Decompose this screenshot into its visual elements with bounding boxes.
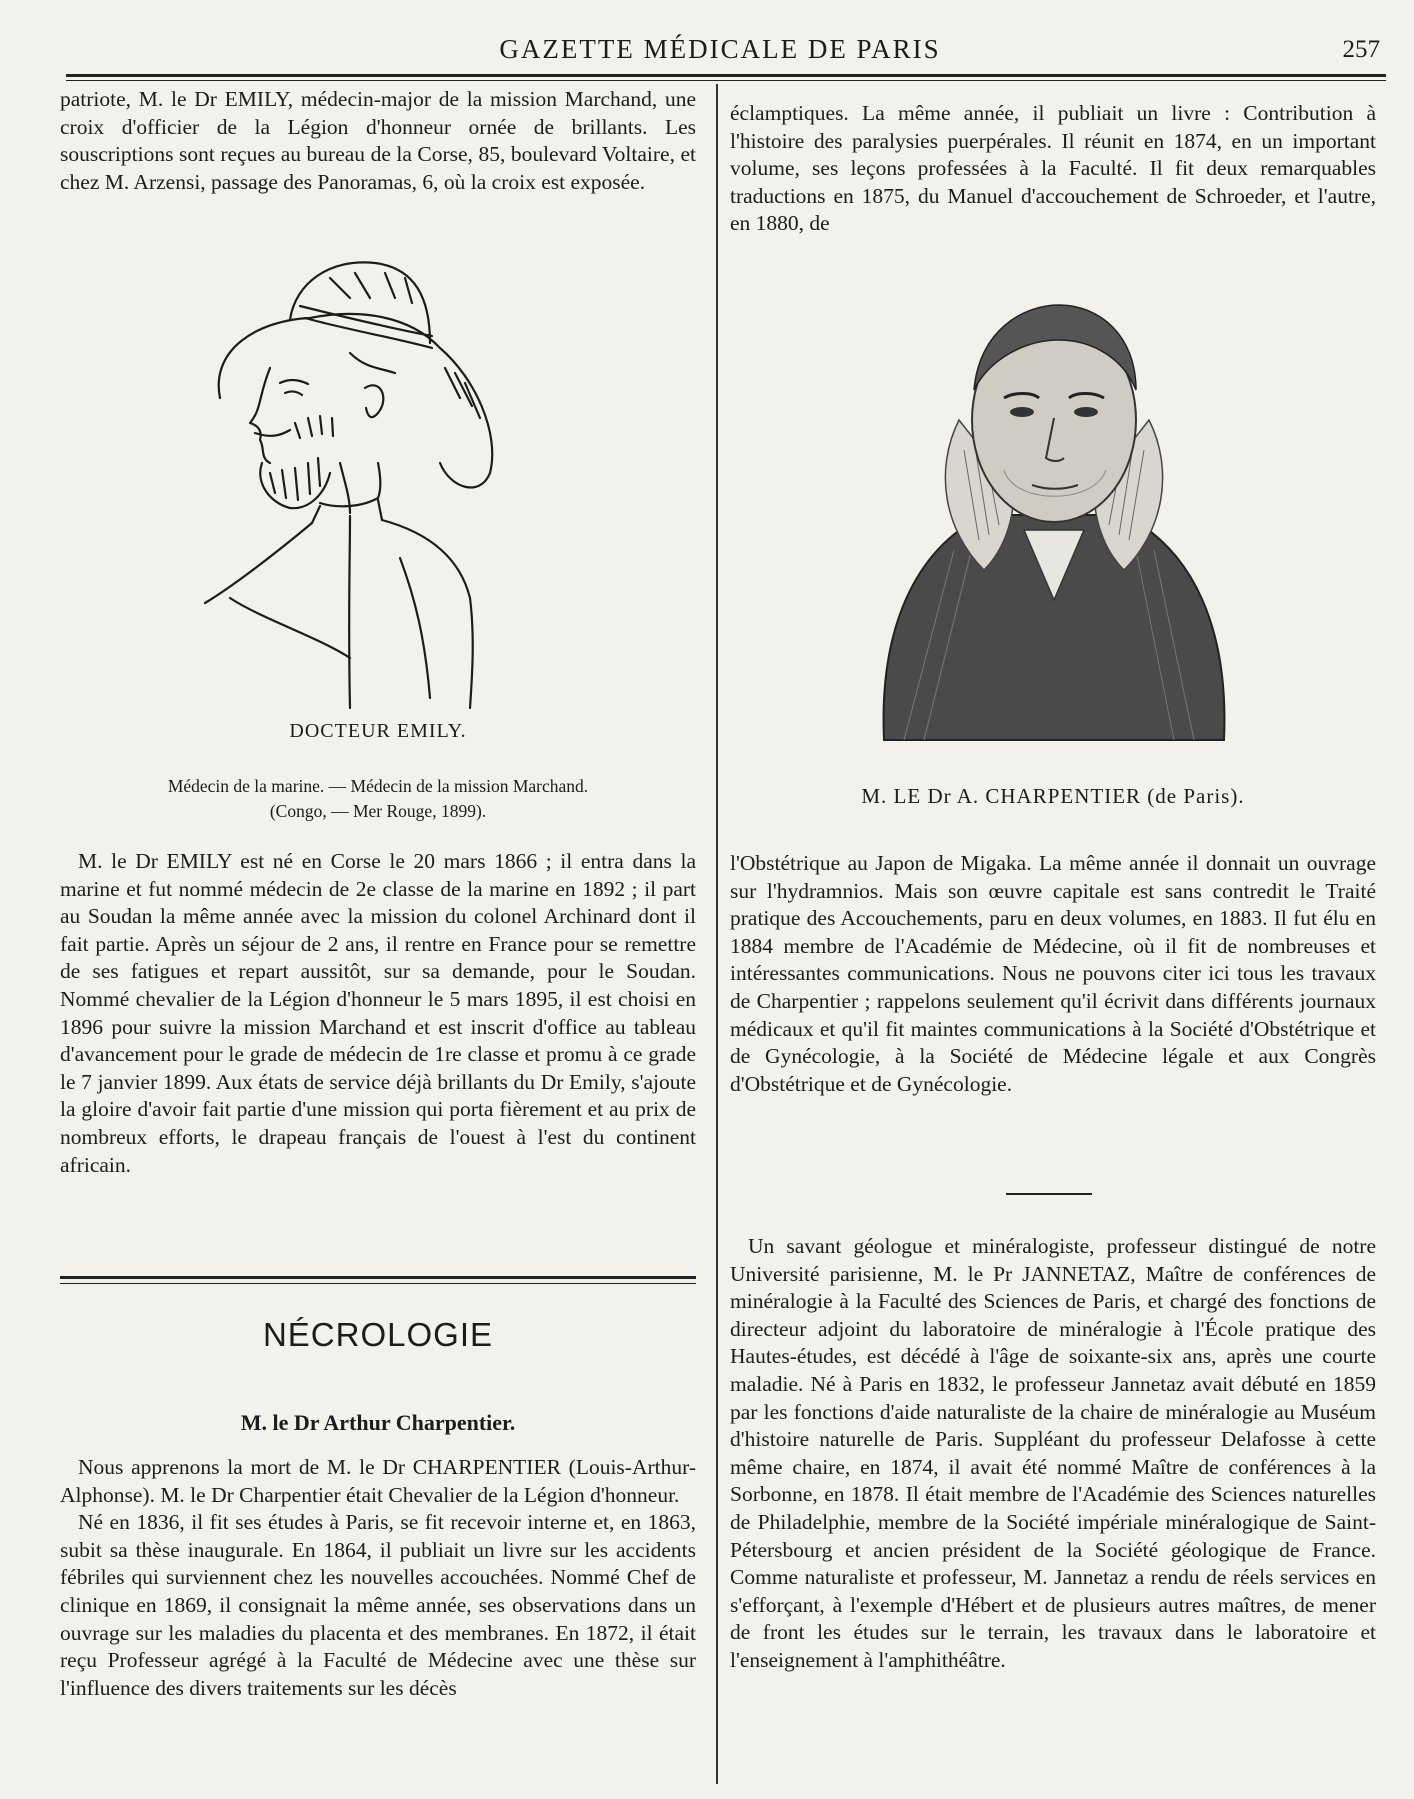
col1-top-text (60, 86, 696, 196)
paragraph: Un savant géologue et minéralogiste, professeur distingué de notre Université parisienne, M. le Pr JANNETAZ, Maître de conférences de minéralogie à la Faculté des Sciences de Paris, et chargé des fonctions de directeur adjoint du laboratoire de minéralogie à l'École pratique des Hautes-études, est décédé à l'âge de soixante-six ans, après une courte maladie. Né à Paris en 1832, le professeur Jannetaz avait débuté en 1859 par les fonctions d'aide naturaliste de la chaire de minéralogie au Muséum d'histoire naturelle de Paris. Suppléant du professeur Delafosse à cette même chaire, en 1874, il avait été nommé Maître de conférences à la Sorbonne, en 1878. Il était membre de l'Académie des Sciences naturelles de Philadelphie, membre de la Société impériale minéralogique de Saint-Pétersbourg et ancien président de la Société géologique de France. Comme naturaliste et professeur, M. Jannetaz a rendu de réels services en s'efforçant, à l'exemple d'Hébert et de plusieurs autres maîtres, de mener de front les études sur le terrain, les travaux dans le laboratoire et l'enseignement à l'amphithéâtre. (730, 1234, 1376, 1672)
paragraph: éclamptiques. La même année, il publiait un livre : Contribution à l'histoire des paralysies puerpérales. Il réunit en 1874, en un important volume, ses leçons professées à la Faculté. Il fit deux remarquables traductions en 1875, du Manuel d'accouchement de Schroeder, et l'autre, en 1880, de (730, 101, 1376, 236)
col2-top-text (730, 100, 1376, 238)
paragraph: Nous apprenons la mort de M. le Dr CHARPENTIER (Louis-Arthur-Alphonse). M. le Dr Charpentier était Chevalier de la Légion d'honneur. (60, 1455, 696, 1507)
col2-middle-text (730, 850, 1376, 1098)
col2-bottom-text (730, 1233, 1376, 1675)
paragraph: patriote, M. le Dr EMILY, médecin-major de la mission Marchand, une croix d'officier de la Légion d'honneur ornée de brillants. Les souscriptions sont reçues au bureau de la Corse, 85, boulevard Voltaire, et chez M. Arzensi, passage des Panoramas, 6, où la croix est exposée. (60, 87, 696, 194)
figure-subcaption-line: Médecin de la marine. — Médecin de la mission Marchand. (167, 776, 589, 796)
col1-middle-text (60, 848, 696, 1179)
figure-caption: M. LE Dr A. CHARPENTIER (de Paris). (861, 784, 1245, 808)
col1-bottom-text (60, 1454, 696, 1702)
article-subheading: M. le Dr Arthur Charpentier. (240, 1410, 516, 1435)
section-heading: NÉCROLOGIE (262, 1316, 494, 1353)
header-rule (66, 74, 1386, 77)
paragraph: M. le Dr EMILY est né en Corse le 20 mars 1866 ; il entra dans la marine et fut nommé médecin de 2e classe de la marine en 1892 ; il part au Soudan la même année avec la mission du colonel Archinard dont il fait partie. Après un séjour de 2 ans, il rentre en France pour se remettre de ses fatigues et repart aussitôt, sur sa demande, pour le Soudan. Nommé chevalier de la Légion d'honneur le 5 mars 1895, il est choisi en 1896 pour suivre la mission Marchand et est inscrit d'office au tableau d'avancement pour le grade de médecin de 1re classe et promu à ce grade le 7 janvier 1899. Aux états de service déjà brillants du Dr Emily, s'ajoute la gloire d'avoir fait partie d'une mission qui porta fièrement et au prix de nombreux efforts, le drapeau français de l'ouest à l'est du continent africain. (60, 849, 696, 1177)
paragraph: l'Obstétrique au Japon de Migaka. La même année il donnait un ouvrage sur l'hydramnios. Mais son œuvre capitale est sans contredit le Traité pratique des Accouchements, paru en deux volumes, en 1883. Il fut élu en 1884 membre de l'Académie de Médecine, où il fit de nombreuses et intéressantes communications. Nous ne pouvons citer ici tous les travaux de Charpentier ; rappelons seulement qu'il écrivit dans différents journaux médicaux et qu'il fit maintes communications à la Société d'Obstétrique et de Gynécologie, à la Société de Médecine légale et aux Congrès d'Obstétrique et de Gynécologie. (730, 851, 1376, 1096)
figure-subcaption (60, 774, 696, 824)
figure-caption: DOCTEUR EMILY. (289, 720, 467, 742)
page-number: 257 (1342, 36, 1380, 63)
figure-subcaption-line: (Congo, — Mer Rouge, 1899). (269, 801, 487, 821)
journal-title: GAZETTE MÉDICALE DE PARIS (499, 34, 941, 64)
column-divider (716, 84, 718, 1784)
portrait-emily-illustration (200, 258, 550, 713)
separator-rule (1006, 1193, 1092, 1195)
section-rule (60, 1276, 696, 1284)
page-header (60, 30, 1380, 70)
header-rule-thin (66, 80, 1386, 81)
paragraph: Né en 1836, il fit ses études à Paris, se fit recevoir interne et, en 1863, subit sa thèse inaugurale. En 1864, il publiait un livre sur les accidents fébriles qui surviennent chez les nouvelles accouchées. Nommé Chef de clinique en 1869, il consignait la même année, ses observations dans un ouvrage sur les maladies du placenta et des membranes. En 1872, il était reçu Professeur agrégé à la Faculté de Médecine avec une thèse sur l'influence des divers traitements sur les décès (60, 1510, 696, 1700)
portrait-charpentier-illustration (874, 300, 1234, 760)
